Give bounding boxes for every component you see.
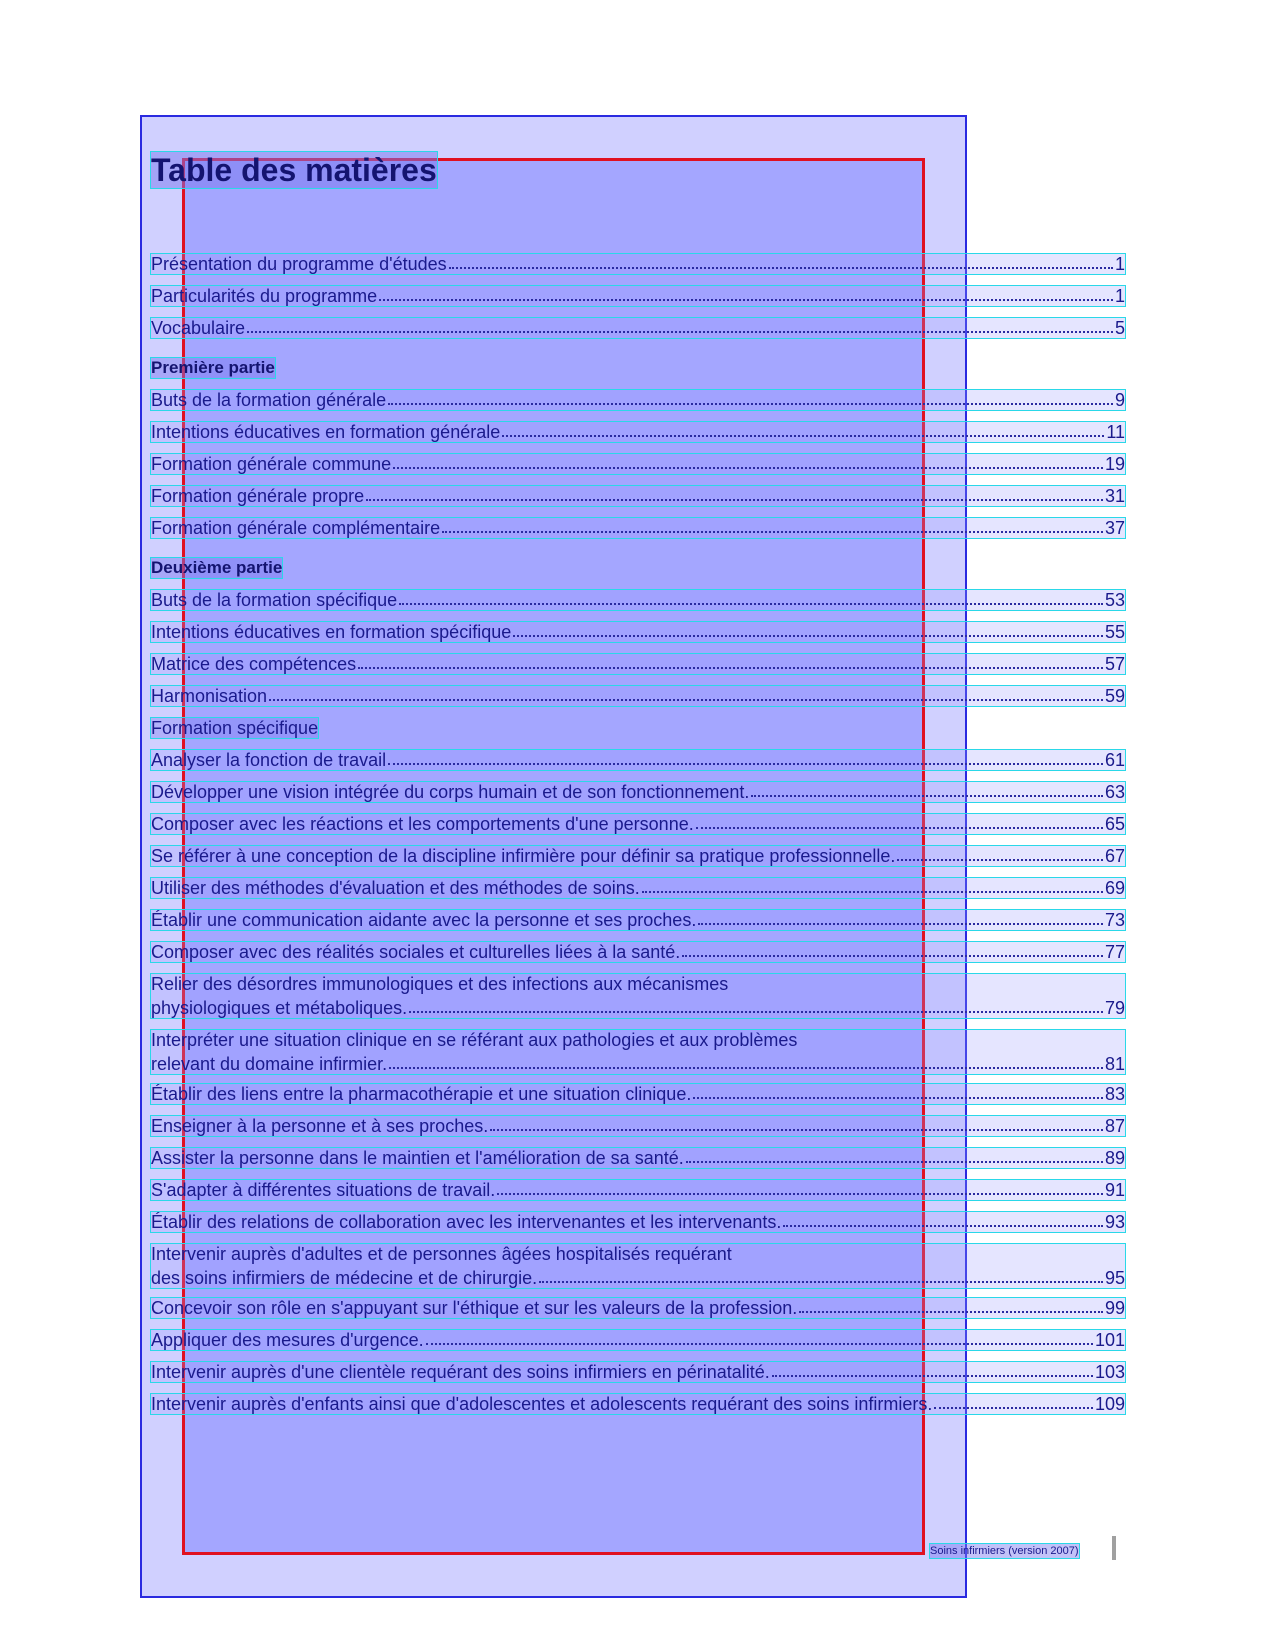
toc-entry-page: 89 <box>1104 1148 1125 1168</box>
toc-entry-page: 91 <box>1104 1180 1125 1200</box>
dot-leader <box>642 891 1103 893</box>
toc-entry[interactable] <box>151 422 1125 442</box>
toc-entry[interactable] <box>151 518 1125 538</box>
toc-entry-label: physiologiques et métaboliques. <box>151 998 408 1018</box>
toc-entry[interactable] <box>151 1244 1125 1288</box>
dot-leader <box>686 1161 1103 1163</box>
footer-text: Soins infirmiers (version 2007) <box>930 1545 1079 1557</box>
toc-entry[interactable] <box>151 390 1125 410</box>
toc-entry-label: Établir une communication aidante avec la personne et ses proches. <box>151 910 697 930</box>
toc-entry-page: 69 <box>1104 878 1125 898</box>
toc-entry-page: 9 <box>1114 390 1125 410</box>
toc-entry-label: Enseigner à la personne et à ses proches. <box>151 1116 489 1136</box>
toc-entry-page: 19 <box>1104 454 1125 474</box>
toc-entry-label: des soins infirmiers de médecine et de chirurgie. <box>151 1268 538 1288</box>
toc-entry[interactable] <box>151 942 1125 962</box>
dot-leader <box>513 635 1103 637</box>
toc-entry[interactable] <box>151 1030 1125 1074</box>
toc-entry-page: 101 <box>1094 1330 1125 1350</box>
toc-entry-page: 11 <box>1106 422 1125 442</box>
toc-entry-label: Particularités du programme <box>151 286 378 306</box>
sub-heading-formation-specifique: Formation spécifique <box>151 718 319 738</box>
toc-entry-label: Buts de la formation générale <box>151 390 387 410</box>
toc-entry-page: 103 <box>1094 1362 1125 1382</box>
toc-entry-label: Intervenir auprès d'une clientèle requérant des soins infirmiers en périnatalité. <box>151 1362 770 1382</box>
toc-entry-label: Se référer à une conception de la discipline infirmière pour définir sa pratique professionnelle. <box>151 846 896 866</box>
dot-leader <box>772 1375 1093 1377</box>
toc-entry[interactable] <box>151 846 1125 866</box>
toc-entry-page: 1 <box>1114 286 1125 306</box>
toc-entry-page: 55 <box>1104 622 1125 642</box>
toc-entry-page: 79 <box>1104 998 1125 1018</box>
toc-entry-page: 65 <box>1104 814 1125 834</box>
toc-entry-page: 73 <box>1104 910 1125 930</box>
dot-leader <box>247 331 1113 333</box>
dot-leader <box>426 1343 1093 1345</box>
toc-entry[interactable] <box>151 1298 1125 1318</box>
toc-entry-line2 <box>151 1266 1125 1288</box>
dot-leader <box>539 1281 1103 1283</box>
toc-entry[interactable] <box>151 1084 1125 1104</box>
toc-entry-line2 <box>151 996 1125 1018</box>
toc-entry[interactable] <box>151 1180 1125 1200</box>
toc-entry-label-line1: Intervenir auprès d'adultes et de personnes âgées hospitalisés requérant <box>151 1244 732 1264</box>
dot-leader <box>399 603 1103 605</box>
dot-leader <box>693 1097 1103 1099</box>
toc-entry[interactable] <box>151 318 1125 338</box>
toc-entry-label: Vocabulaire <box>151 318 246 338</box>
dot-leader <box>696 827 1103 829</box>
toc-entry-label: Formation générale complémentaire <box>151 518 441 538</box>
dot-leader <box>934 1407 1093 1409</box>
toc-entry[interactable] <box>151 814 1125 834</box>
dot-leader <box>379 299 1113 301</box>
toc-entry[interactable] <box>151 454 1125 474</box>
dot-leader <box>409 1011 1103 1013</box>
toc-entry-label: Intentions éducatives en formation spécifique <box>151 622 512 642</box>
toc-entry-page: 95 <box>1104 1268 1125 1288</box>
section-heading-part1: Première partie <box>151 358 275 377</box>
toc-entry[interactable] <box>151 286 1125 306</box>
toc-entry[interactable] <box>151 1212 1125 1232</box>
dot-leader <box>783 1225 1103 1227</box>
toc-entry[interactable] <box>151 590 1125 610</box>
toc-entry-label-line1: Relier des désordres immunologiques et des infections aux mécanismes <box>151 974 729 994</box>
dot-leader <box>897 859 1103 861</box>
toc-entry[interactable] <box>151 910 1125 930</box>
page-title: Table des matières <box>151 152 437 188</box>
section-heading-part2: Deuxième partie <box>151 558 283 577</box>
footer-bar <box>1112 1536 1116 1560</box>
dot-leader <box>358 667 1103 669</box>
toc-entry-label: Composer avec des réalités sociales et culturelles liées à la santé. <box>151 942 681 962</box>
dot-leader <box>449 267 1113 269</box>
toc-entry[interactable] <box>151 486 1125 506</box>
toc-entry-line2 <box>151 1052 1125 1074</box>
toc-entry-page: 53 <box>1104 590 1125 610</box>
dot-leader <box>751 795 1103 797</box>
toc-entry[interactable] <box>151 1148 1125 1168</box>
toc-entry[interactable] <box>151 654 1125 674</box>
dot-leader <box>389 1067 1103 1069</box>
toc-entry[interactable] <box>151 1362 1125 1382</box>
dot-leader <box>698 923 1103 925</box>
toc-entry-page: 67 <box>1104 846 1125 866</box>
toc-entry-page: 63 <box>1104 782 1125 802</box>
toc-entry-label: Présentation du programme d'études <box>151 254 447 274</box>
dot-leader <box>799 1311 1103 1313</box>
toc-entry-page: 57 <box>1104 654 1125 674</box>
toc-entry-label: Formation générale propre <box>151 486 365 506</box>
dot-leader <box>393 467 1103 469</box>
toc-entry[interactable] <box>151 974 1125 1018</box>
toc-entry-page: 87 <box>1104 1116 1125 1136</box>
toc-entry[interactable] <box>151 1116 1125 1136</box>
dot-leader <box>269 699 1103 701</box>
toc-entry-page: 77 <box>1104 942 1125 962</box>
toc-entry-label: Appliquer des mesures d'urgence. <box>151 1330 424 1350</box>
toc-entry[interactable] <box>151 254 1125 274</box>
toc-entry[interactable] <box>151 750 1125 770</box>
toc-entry-page: 1 <box>1114 254 1125 274</box>
toc-entry-label: Développer une vision intégrée du corps humain et de son fonctionnement. <box>151 782 750 802</box>
toc-entry-page: 109 <box>1094 1394 1125 1414</box>
toc-entry-page: 37 <box>1104 518 1125 538</box>
toc-entry-page: 5 <box>1114 318 1125 338</box>
toc-entry-label: Harmonisation <box>151 686 268 706</box>
toc-entry-label: Matrice des compétences <box>151 654 357 674</box>
toc-entry-label: Composer avec les réactions et les comportements d'une personne. <box>151 814 694 834</box>
dot-leader <box>388 403 1113 405</box>
toc-entry[interactable] <box>151 622 1125 642</box>
dot-leader <box>388 763 1103 765</box>
toc-entry-label: Buts de la formation spécifique <box>151 590 398 610</box>
toc-entry-page: 81 <box>1104 1054 1125 1074</box>
toc-entry-label: Analyser la fonction de travail <box>151 750 387 770</box>
dot-leader <box>490 1129 1103 1131</box>
toc-entry[interactable] <box>151 1394 1125 1414</box>
toc-entry-page: 93 <box>1104 1212 1125 1232</box>
dot-leader <box>497 1193 1103 1195</box>
toc-entry-page: 83 <box>1104 1084 1125 1104</box>
toc-entry-label: Établir des liens entre la pharmacothérapie et une situation clinique. <box>151 1084 692 1104</box>
toc-entry-label: Établir des relations de collaboration avec les intervenantes et les intervenants. <box>151 1212 782 1232</box>
toc-entry[interactable] <box>151 686 1125 706</box>
toc-entry-label: Utiliser des méthodes d'évaluation et des méthodes de soins. <box>151 878 640 898</box>
toc-entry-page: 99 <box>1104 1298 1125 1318</box>
toc-entry-label: Intervenir auprès d'enfants ainsi que d'adolescentes et adolescents requérant des soins infirmiers. <box>151 1394 933 1414</box>
toc-entry-label: relevant du domaine infirmier. <box>151 1054 388 1074</box>
toc-entry[interactable] <box>151 782 1125 802</box>
toc-entry-page: 31 <box>1104 486 1125 506</box>
toc-entry-label: Intentions éducatives en formation générale <box>151 422 501 442</box>
toc-entry-label: S'adapter à différentes situations de travail. <box>151 1180 496 1200</box>
toc-entry[interactable] <box>151 878 1125 898</box>
toc-entry-label: Assister la personne dans le maintien et l'amélioration de sa santé. <box>151 1148 684 1168</box>
toc-entry-label-line1: Interpréter une situation clinique en se référant aux pathologies et aux problèmes <box>151 1030 798 1050</box>
dot-leader <box>502 435 1104 437</box>
dot-leader <box>682 955 1103 957</box>
toc-entry-label: Formation générale commune <box>151 454 392 474</box>
toc-entry[interactable] <box>151 1330 1125 1350</box>
dot-leader <box>442 531 1103 533</box>
toc-entry-page: 59 <box>1104 686 1125 706</box>
toc-entry-label: Concevoir son rôle en s'appuyant sur l'éthique et sur les valeurs de la profession. <box>151 1298 798 1318</box>
dot-leader <box>366 499 1103 501</box>
toc-entry-page: 61 <box>1104 750 1125 770</box>
